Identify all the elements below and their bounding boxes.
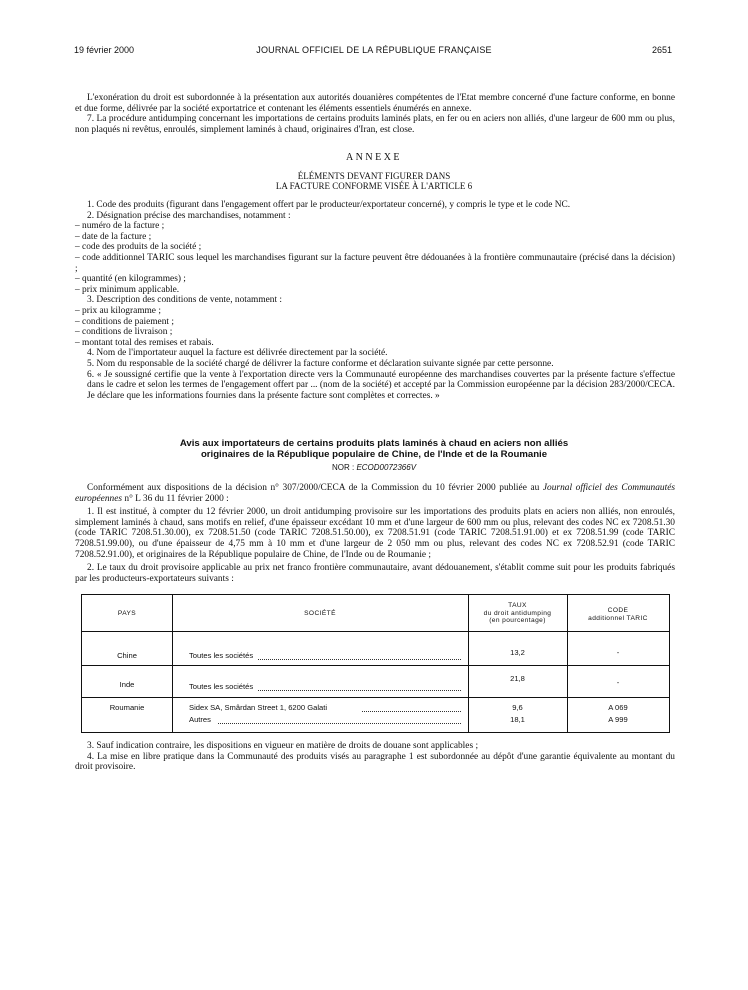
- avis-body: [75, 483, 675, 587]
- table-cell-societe: Toutes les sociétés: [189, 682, 254, 691]
- table-cell-societe: Toutes les sociétés: [189, 651, 254, 660]
- annex-item: 2. Désignation précise des marchandises, notamment :: [87, 210, 291, 221]
- annex-item: 1. Code des produits (figurant dans l'engagement offert par le producteur/exportateur concerné), y compris le type et le code NC.: [87, 200, 571, 210]
- annex-item: – numéro de la facture ;: [75, 221, 165, 232]
- annex-item: – conditions de paiement ;: [75, 316, 174, 327]
- annex-subtitle: [0, 171, 748, 191]
- header-taux-line-3: (en pourcentage): [489, 617, 546, 625]
- annex-item: – prix minimum applicable.: [75, 284, 180, 295]
- annex-item: 5. Nom du responsable de la société chargé de délivrer la facture conforme et déclaration suivante signée par cette personne.: [87, 358, 554, 369]
- intro-paragraph-1: L'exonération du droit est subordonnée à la présentation aux autorités douanières compétentes de l'Etat membre concerné d'une facture conforme, en bonne et due forme, délivrée par la société exportatrice et contenant les éléments essentiels énumérés en annexe.: [75, 93, 675, 114]
- avis-title: [0, 438, 748, 460]
- header-pays: PAYS: [117, 610, 137, 617]
- closing-section: [75, 741, 675, 773]
- annex-item: 4. Nom de l'importateur auquel la facture est délivrée directement par la société.: [87, 348, 388, 359]
- table-cell-societe: Sidex SA, Smârdan Street 1, 6200 Galati: [189, 703, 328, 712]
- annex-item: – conditions de livraison ;: [75, 327, 173, 338]
- nor-value: ECOD0072366V: [356, 463, 417, 472]
- table-cell-code: A 999: [608, 715, 628, 724]
- header-page-number: 2651: [651, 45, 672, 55]
- dot-leader: [218, 723, 461, 724]
- annex-item: 6. « Je soussigné certifie que la vente à l'exportation directe vers la Communauté européenne des marchandises couvertes par la présente facture s'effectue dans le cadre et selon les termes de l'engagement offert par ... (nom de la société) et accepté par la Commission européenne par la décision 283/2000/CECA. Je déclare que les informations fournies dans la présente facture sont complètes et correctes. »: [87, 369, 675, 401]
- nor-label: NOR :: [331, 463, 355, 472]
- annex-item: – prix au kilogramme ;: [75, 305, 161, 316]
- table-cell-code: A 069: [608, 703, 628, 712]
- table-cell-societe: Autres: [189, 715, 211, 724]
- annex-subtitle-line-1: ÉLÉMENTS DEVANT FIGURER DANS: [297, 171, 451, 181]
- header-societe: SOCIÉTÉ: [304, 610, 336, 617]
- header-title: JOURNAL OFFICIEL DE LA RÉPUBLIQUE FRANÇAISE: [256, 45, 492, 55]
- annex-items: [75, 200, 675, 401]
- table-cell-pays: Inde: [119, 680, 135, 689]
- avis-title-line-2: originaires de la République populaire de Chine, de l'Inde et de la Roumanie: [200, 449, 548, 460]
- annex-item: – date de la facture ;: [75, 231, 152, 242]
- avis-p0-end: n° L 36 du 11 février 2000 :: [122, 493, 229, 504]
- intro-paragraph-2: 7. La procédure antidumping concernant les importations de certains produits laminés plats, en fer ou en aciers non alliés, d'une largeur de 600 mm ou plus, non plaqués ni revêtus, enroulés, simplement laminés à chaud, originaires d'Iran, est close.: [75, 114, 675, 135]
- header-code: [567, 607, 669, 622]
- header-taux: [468, 602, 567, 625]
- annex-item: – code des produits de la société ;: [75, 242, 202, 253]
- table-cell-taux: 21,8: [510, 674, 525, 683]
- table-cell-taux: 13,2: [510, 648, 525, 657]
- dot-leader: [258, 659, 461, 660]
- table-cell-pays: Chine: [117, 651, 137, 660]
- dot-leader: [258, 690, 461, 691]
- annex-item: – montant total des remises et rabais.: [75, 337, 214, 348]
- annex-item: 3. Description des conditions de vente, notamment :: [87, 295, 283, 306]
- table-cell-code: -: [616, 648, 620, 657]
- annex-item: – quantité (en kilogrammes) ;: [75, 274, 186, 285]
- header-taux-line-1: TAUX: [508, 602, 527, 609]
- annex-subtitle-line-2: LA FACTURE CONFORME VISÉE À L'ARTICLE 6: [275, 181, 473, 191]
- header-date: 19 février 2000: [74, 45, 135, 55]
- table-row-divider: [82, 665, 669, 666]
- table-row-divider: [82, 631, 669, 632]
- table-row-divider: [82, 697, 669, 698]
- avis-p0-start: Conformément aux dispositions de la décision n° 307/2000/CECA de la Commission du 10 février 2000 publiée au: [87, 483, 543, 493]
- duty-table: [81, 594, 670, 733]
- header-taux-line-2: du droit antidumping: [483, 609, 552, 617]
- closing-paragraph-4: 4. La mise en libre pratique dans la Communauté des produits visés au paragraphe 1 est subordonnée au dépôt d'une garantie équivalente au montant du droit provisoire.: [75, 751, 675, 773]
- table-cell-taux: 18,1: [510, 715, 525, 724]
- nor-reference: [0, 463, 748, 472]
- avis-paragraph-1: 1. Il est institué, à compter du 12 février 2000, un droit antidumping provisoire sur les importations des produits plats en aciers non alliés, non enroulés, simplement laminés à chaud, sans motifs en relief, d'une épaisseur excédant 10 mm et d'une largeur de 600 mm ou plus, relevant des codes NC ex 7208.51.30 (code TARIC 7208.51.30.00), ex 7208.51.50 (code TARIC 7208.51.50.00), ex 7208.51.91 (code TARIC 7208.51.91.00) et ex 7208.51.99 (code TARIC 7208.51.99.00), ou d'une épaisseur de 4,75 mm à 10 mm et d'une largeur de 2 050 mm ou plus, relevant des codes NC ex 7208.52.91 (code TARIC 7208.52.91.00), et originaires de la République populaire de Chine, de l'Inde ou de Roumanie ;: [75, 507, 675, 560]
- annex-title: ANNEXE: [345, 152, 403, 163]
- intro-section: [75, 93, 675, 135]
- avis-paragraph-0: [75, 483, 675, 504]
- avis-title-line-1: Avis aux importateurs de certains produits plats laminés à chaud en aciers non alliés: [179, 438, 569, 449]
- table-cell-code: -: [616, 678, 620, 687]
- header-code-line-2: additionnel TARIC: [588, 614, 648, 622]
- annex-item: – code additionnel TARIC sous lequel les marchandises figurant sur la facture peuvent être dédouanées à la frontière communautaire (précisé dans la décision) ;: [75, 252, 675, 274]
- journal-reference: Journal officiel des Communautés européennes: [75, 483, 676, 504]
- dot-leader: [362, 711, 461, 712]
- table-cell-pays: Roumanie: [109, 703, 145, 712]
- table-cell-taux: 9,6: [512, 703, 523, 712]
- avis-paragraph-2: 2. Le taux du droit provisoire applicable au prix net franco frontière communautaire, avant dédouanement, s'établit comme suit pour les produits fabriqués par les producteurs-exportateurs suivants :: [75, 563, 675, 584]
- closing-paragraph-3: 3. Sauf indication contraire, les dispositions en vigueur en matière de droits de douane sont applicables ;: [87, 741, 479, 751]
- header-code-line-1: CODE: [607, 607, 629, 614]
